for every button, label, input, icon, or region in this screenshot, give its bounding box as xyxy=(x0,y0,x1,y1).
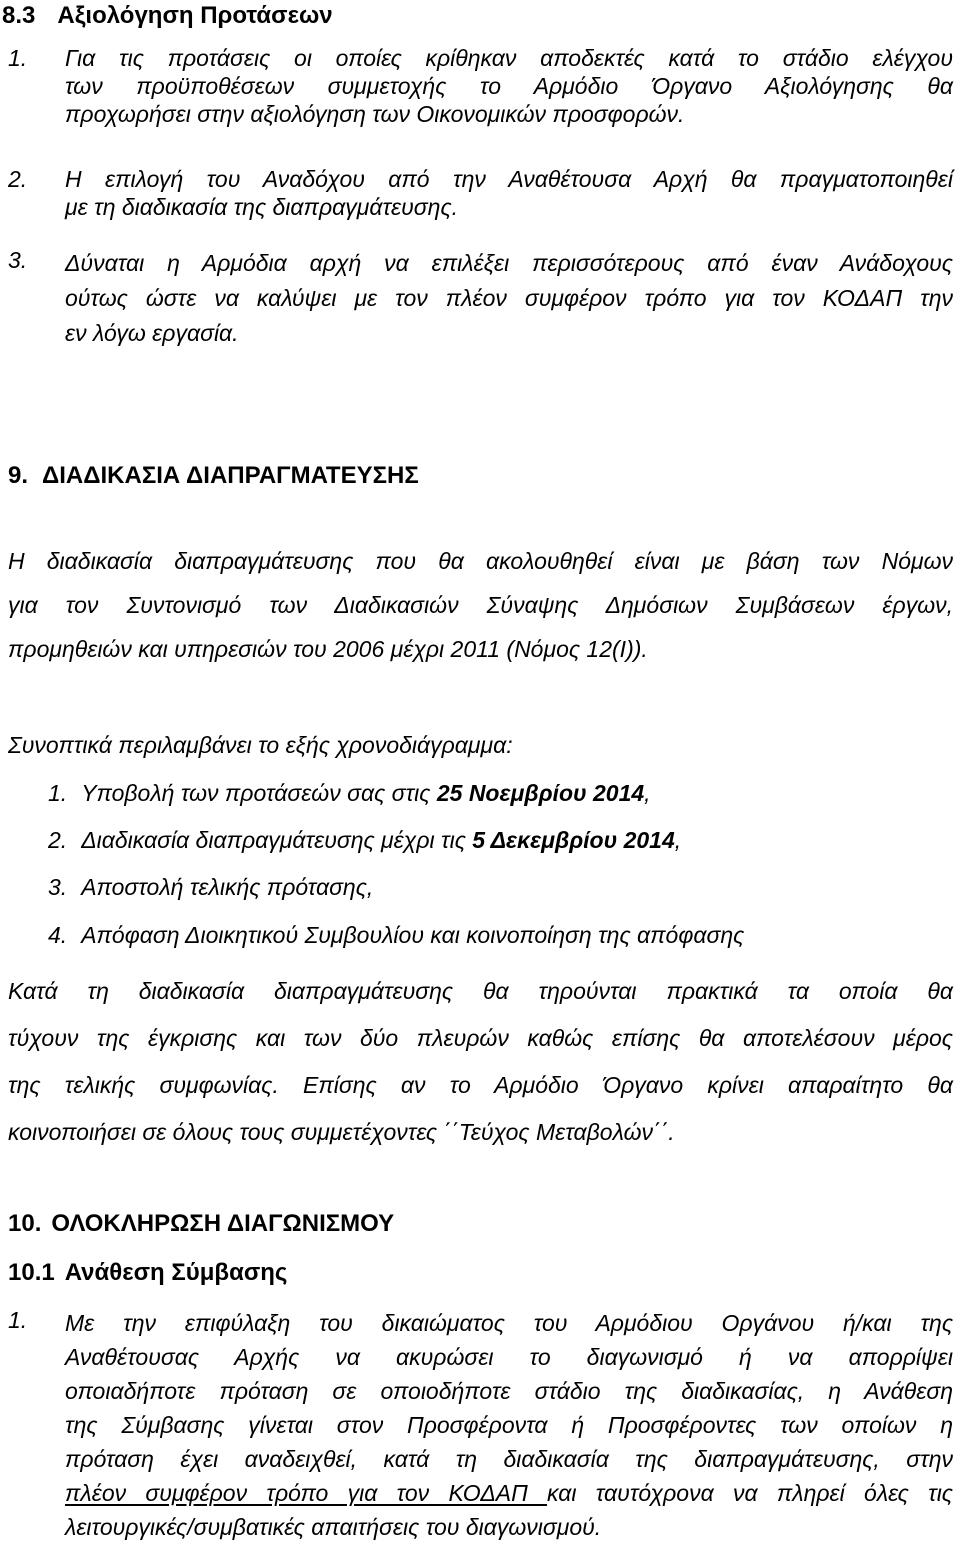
text-fragment: και ταυτόχρονα να πληρεί όλες τις xyxy=(547,1480,953,1506)
section-8-3-item-1 xyxy=(65,44,953,128)
section-10-title: ΟΛΟΚΛΗΡΩΣΗ ΔΙΑΓΩΝΙΣΜΟΥ xyxy=(51,1210,395,1237)
timeline-item-1 xyxy=(48,779,651,807)
text-line: της τελικής συμφωνίας. Επίσης αν το Αρμόδιο Όργανο κρίνει απαραίτητο θα xyxy=(8,1072,953,1098)
timeline-item-number: 3. xyxy=(48,874,68,900)
text-line: ούτως ώστε να καλύψει με τον πλέον συμφέρον τρόπο για τον ΚΟΔΑΠ την xyxy=(65,285,953,311)
text-line: οποιαδήποτε πρόταση σε οποιοδήποτε στάδιο της διαδικασίας, η Ανάθεση xyxy=(65,1378,953,1404)
timeline-item-number: 2. xyxy=(48,827,68,853)
section-10-1-number: 10.1 xyxy=(8,1259,55,1286)
timeline-intro: Συνοπτικά περιλαμβάνει το εξής χρονοδιάγραμμα: xyxy=(8,732,513,758)
text-line: Με την επιφύλαξη του δικαιώματος του Αρμόδιου Οργάνου ή/και της xyxy=(65,1310,953,1336)
text-line: κοινοποιήσει σε όλους τους συμμετέχοντες ΄΄Τεύχος Μεταβολών΄΄. xyxy=(8,1119,675,1145)
text-line: πρόταση έχει αναδειχθεί, κατά τη διαδικασία της διαπραγμάτευσης, στην xyxy=(65,1446,953,1472)
section-10-number: 10. xyxy=(8,1210,42,1237)
section-8-3-item-3-number: 3. xyxy=(8,247,28,273)
timeline-item-text: Υποβολή των προτάσεών σας στις xyxy=(81,780,437,806)
timeline-item-date: 25 Νοεμβρίου 2014 xyxy=(436,780,645,806)
section-8-3-title: Αξιολόγηση Προτάσεων xyxy=(57,2,333,29)
text-line: Για τις προτάσεις οι οποίες κρίθηκαν αποδεκτές κατά το στάδιο ελέγχου xyxy=(65,45,953,71)
timeline-item-4 xyxy=(48,921,744,949)
section-10-1-item xyxy=(65,1306,953,1544)
text-line xyxy=(65,1476,953,1510)
text-line: Δύναται η Αρμόδια αρχή να επιλέξει περισσότερους από έναν Ανάδοχους xyxy=(65,250,953,276)
timeline-item-2 xyxy=(48,826,681,854)
section-8-3-item-3 xyxy=(65,246,953,351)
timeline-item-tail: , xyxy=(674,827,682,853)
section-10-heading xyxy=(8,1210,394,1238)
timeline-item-number: 1. xyxy=(48,780,68,806)
timeline-item-text: Απόφαση Διοικητικού Συμβουλίου και κοινοποίηση της απόφασης xyxy=(81,922,745,948)
text-line: προμηθειών και υπηρεσιών του 2006 μέχρι 2011 (Νόμος 12(Ι)). xyxy=(8,636,648,662)
text-line: Η επιλογή του Αναδόχου από την Αναθέτουσα Αρχή θα πραγματοποιηθεί xyxy=(65,166,953,192)
text-line: προχωρήσει στην αξιολόγηση των Οικονομικών προσφορών. xyxy=(65,101,685,127)
timeline-item-text: Αποστολή τελικής πρότασης, xyxy=(81,874,374,900)
text-line: λειτουργικές/συμβατικές απαιτήσεις του διαγωνισμού. xyxy=(65,1514,602,1540)
timeline-item-number: 4. xyxy=(48,922,68,948)
text-line: της Σύμβασης γίνεται στον Προσφέροντα ή Προσφέροντες των οποίων η xyxy=(65,1412,953,1438)
text-line: τύχουν της έγκρισης και των δύο πλευρών καθώς επίσης θα αποτελέσουν μέρος xyxy=(8,1025,953,1051)
text-line: για τον Συντονισμό των Διαδικασιών Σύναψης Δημόσιων Συμβάσεων έργων, xyxy=(8,592,953,618)
text-line: Η διαδικασία διαπραγμάτευσης που θα ακολουθηθεί είναι με βάση των Νόμων xyxy=(8,548,953,574)
text-line: με τη διαδικασία της διαπραγμάτευσης. xyxy=(65,194,459,220)
section-9-paragraph xyxy=(8,539,953,671)
underlined-phrase: πλέον συμφέρον τρόπο για τον ΚΟΔΑΠ xyxy=(65,1480,548,1506)
timeline-item-tail: , xyxy=(644,780,651,806)
timeline-item-date: 5 Δεκεμβρίου 2014 xyxy=(472,827,675,853)
section-9-title: ΔΙΑΔΙΚΑΣΙΑ ΔΙΑΠΡΑΓΜΑΤΕΥΣΗΣ xyxy=(42,462,419,489)
section-8-3-item-1-number: 1. xyxy=(8,45,28,71)
text-line: Κατά τη διαδικασία διαπραγμάτευσης θα τηρούνται πρακτικά τα οποία θα xyxy=(8,978,953,1004)
section-8-3-item-2 xyxy=(65,165,953,221)
section-9-closing-paragraph xyxy=(8,968,953,1156)
section-10-1-title: Ανάθεση Σύμβασης xyxy=(64,1259,288,1286)
section-8-3-heading xyxy=(2,2,333,30)
section-8-3-number: 8.3 xyxy=(2,2,36,29)
text-line: Αναθέτουσας Αρχής να ακυρώσει το διαγωνισμό ή να απορρίψει xyxy=(65,1344,953,1370)
section-10-1-item-number: 1. xyxy=(8,1307,28,1333)
section-8-3-item-2-number: 2. xyxy=(8,166,28,192)
timeline-item-text: Διαδικασία διαπραγμάτευσης μέχρι τις xyxy=(81,827,473,853)
section-9-number: 9. xyxy=(8,462,29,489)
timeline-item-3 xyxy=(48,873,373,901)
text-line: των προϋποθέσεων συμμετοχής το Αρμόδιο Όργανο Αξιολόγησης θα xyxy=(65,73,953,99)
text-line: εν λόγω εργασία. xyxy=(65,320,239,346)
section-10-1-heading xyxy=(8,1259,287,1287)
section-9-heading xyxy=(8,462,419,490)
